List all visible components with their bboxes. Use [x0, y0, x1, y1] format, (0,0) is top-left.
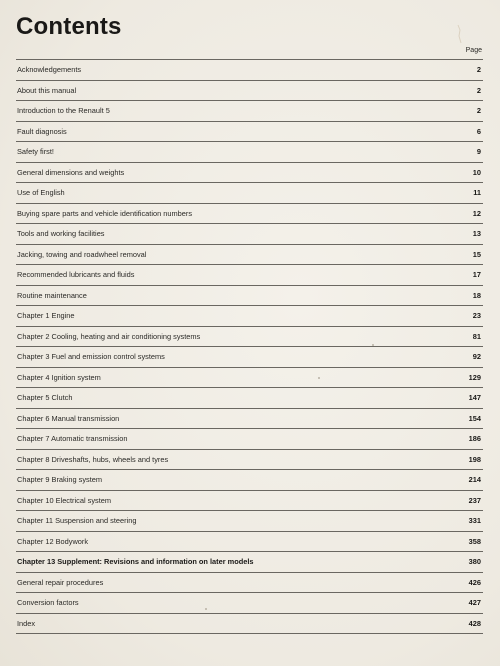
contents-entry-page: 380 — [468, 557, 481, 566]
contents-entry-label: Buying spare parts and vehicle identification numbers — [17, 208, 193, 218]
contents-entry-label: Chapter 4 Ignition system — [17, 372, 101, 382]
contents-entry — [16, 532, 483, 553]
contents-entry-label: Chapter 10 Electrical system — [17, 495, 112, 505]
contents-entry — [16, 450, 483, 471]
contents-entry — [16, 122, 483, 143]
contents-entry-page: 154 — [468, 413, 481, 423]
contents-entry-page: 428 — [468, 618, 481, 628]
contents-entry-page: 358 — [468, 536, 481, 546]
contents-entry-page: 81 — [472, 331, 481, 341]
contents-entry — [16, 409, 483, 430]
contents-entry-page: 17 — [472, 270, 481, 279]
contents-entry — [16, 142, 483, 163]
contents-entry-page: 2 — [476, 85, 481, 95]
contents-entry-label: Use of English — [17, 188, 65, 197]
contents-entry — [16, 101, 483, 122]
contents-entry-page: 6 — [476, 126, 481, 136]
paper-speck — [318, 377, 320, 379]
contents-entry — [16, 306, 483, 327]
contents-entry-label: Routine maintenance — [17, 290, 87, 300]
contents-entry — [16, 347, 483, 368]
paper-speck — [205, 608, 207, 610]
contents-entry-page: 214 — [468, 475, 481, 484]
contents-entry — [16, 224, 483, 245]
contents-entry — [16, 573, 483, 594]
contents-entry-label: Chapter 1 Engine — [17, 311, 75, 320]
contents-entry-label: Acknowledgements — [17, 65, 82, 74]
contents-entry-page: 147 — [468, 393, 481, 402]
contents-entry-label: Introduction to the Renault 5 — [17, 106, 110, 115]
contents-entry — [16, 593, 483, 614]
contents-entry-label: Chapter 11 Suspension and steering — [17, 516, 137, 525]
contents-entry-label: Chapter 13 Supplement: Revisions and information on later models — [17, 557, 254, 566]
contents-entry — [16, 204, 483, 225]
contents-entry — [16, 491, 483, 512]
contents-entry-label: Chapter 12 Bodywork — [17, 536, 89, 546]
contents-entry-label: Safety first! — [17, 147, 54, 156]
contents-entry-label: Tools and working facilities — [17, 229, 105, 238]
contents-entry — [16, 614, 483, 635]
page-mark — [455, 24, 463, 44]
contents-entry-label: General dimensions and weights — [17, 167, 125, 177]
contents-entry-page: 10 — [472, 167, 481, 177]
contents-entry — [16, 429, 483, 450]
contents-entry — [16, 552, 483, 573]
contents-entry — [16, 368, 483, 389]
contents-entry — [16, 470, 483, 491]
contents-entry-page: 2 — [476, 106, 481, 115]
contents-entry-page: 12 — [472, 208, 481, 218]
contents-entry-label: Conversion factors — [17, 598, 79, 607]
contents-entry-page: 186 — [468, 434, 481, 443]
contents-entry-label: General repair procedures — [17, 577, 104, 587]
contents-entry-label: About this manual — [17, 85, 77, 95]
contents-entry — [16, 183, 483, 204]
contents-entry — [16, 327, 483, 348]
contents-entry — [16, 286, 483, 307]
contents-entry — [16, 245, 483, 266]
contents-entry — [16, 265, 483, 286]
contents-entry-page: 237 — [468, 495, 481, 505]
contents-entry-label: Chapter 5 Clutch — [17, 393, 73, 402]
contents-entry-label: Chapter 9 Braking system — [17, 475, 103, 484]
contents-entry-label: Jacking, towing and roadwheel removal — [17, 249, 147, 259]
contents-entry-label: Index — [17, 618, 36, 628]
page-column-header: Page — [465, 47, 482, 54]
contents-entry — [16, 60, 483, 81]
paper-speck — [372, 344, 374, 346]
contents-entry-page: 23 — [472, 311, 481, 320]
contents-entry-label: Fault diagnosis — [17, 126, 67, 136]
contents-entry — [16, 388, 483, 409]
contents-entry — [16, 163, 483, 184]
contents-entry-label: Chapter 8 Driveshafts, hubs, wheels and tyres — [17, 454, 169, 464]
contents-entry-page: 129 — [468, 372, 481, 382]
contents-list — [16, 59, 483, 634]
contents-entry-label: Chapter 3 Fuel and emission control systems — [17, 352, 165, 361]
contents-entry — [16, 511, 483, 532]
contents-entry-page: 15 — [472, 249, 481, 259]
contents-entry-page: 9 — [476, 147, 481, 156]
contents-entry-page: 198 — [468, 454, 481, 464]
page-title: Contents — [16, 13, 122, 40]
contents-entry-page: 92 — [472, 352, 481, 361]
contents-entry-label: Recommended lubricants and fluids — [17, 270, 135, 279]
contents-entry-page: 426 — [468, 577, 481, 587]
contents-entry-page: 2 — [476, 65, 481, 74]
contents-entry-page: 331 — [468, 516, 481, 525]
contents-entry-page: 11 — [473, 188, 481, 197]
contents-entry-page: 13 — [472, 229, 481, 238]
contents-entry-label: Chapter 7 Automatic transmission — [17, 434, 128, 443]
contents-entry-label: Chapter 6 Manual transmission — [17, 413, 120, 423]
contents-entry-page: 427 — [468, 598, 481, 607]
contents-entry-page: 18 — [472, 290, 481, 300]
contents-entry-label: Chapter 2 Cooling, heating and air conditioning systems — [17, 331, 201, 341]
contents-entry — [16, 81, 483, 102]
